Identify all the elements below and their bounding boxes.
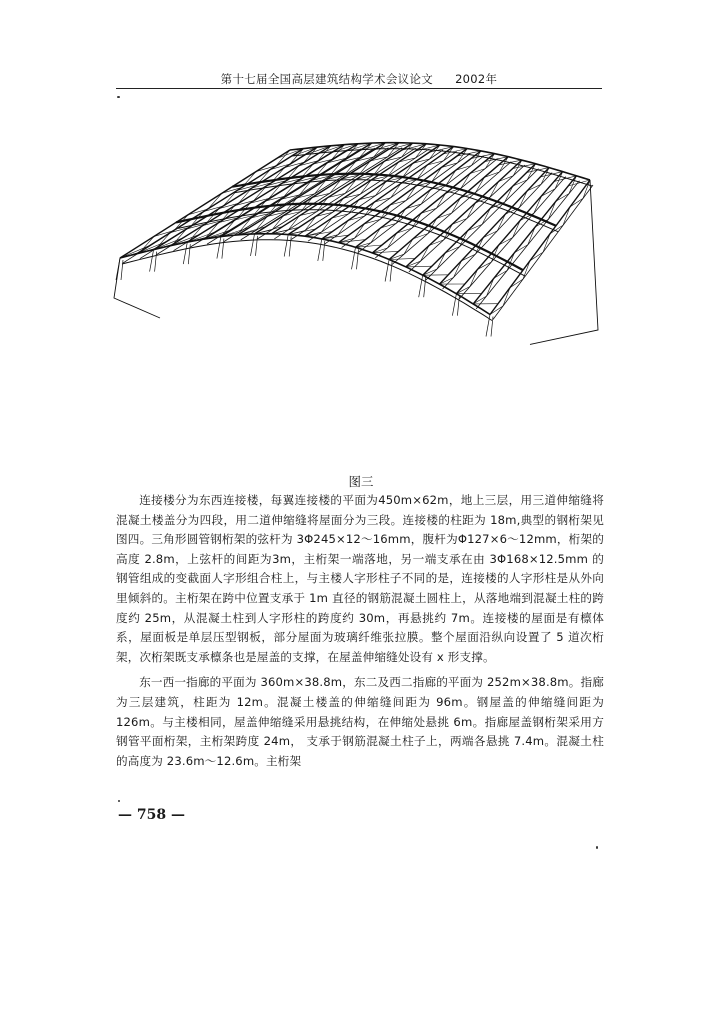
conference-title: 第十七届全国高层建筑结构学术会议论文 [220,72,434,86]
header-year: 2002年 [455,72,498,86]
truss-roof-drawing [100,110,600,470]
paragraph-connector-building: 连接楼分为东西连接楼，每翼连接楼的平面为450m×62m，地上三层，用三道伸缩缝将混凝土楼盖分为四段，用二道伸缩缝将屋面分为三段。连接楼的柱距为 18m,典型的钢桁架见图四。三角形圆管钢桁架的弦杆为 3Φ245×12～16mm，腹杆为Φ127×6～12mm，桁架的高度 2.8m，上弦杆的间距为3m，主桁架一端落地，另一端支承在由 3Φ168×12.5mm 的钢管组成的变截面人字形组合柱上，与主楼人字形柱子不同的是，连接楼的人字形柱是从外向里倾斜的。主桁架在跨中位置支承于 1m 直径的钢筋混凝土圆柱上，从落地端到混凝土柱的跨度约 25m，从混凝土柱到人字形柱的跨度约 30m，再悬挑约 7m。连接楼的屋面是有檩体系，屋面板是单层压型钢板，部分屋面为玻璃纤维张拉膜。整个屋面沿纵向设置了 5 道次桁架，次桁架既支承檩条也是屋盖的支撑，在屋盖伸缩缝处设有 x 形支撑。 [116,493,604,664]
truss-roof-figure [100,110,600,470]
scan-speck [596,846,598,849]
body-text [116,491,604,777]
header-text [116,71,602,87]
running-header [116,70,602,89]
paragraph-concourse: 东一西一指廊的平面为 360m×38.8m，东二及西二指廊的平面为 252m×38.8m。指廊为三层建筑，柱距为 12m。混凝土楼盖的伸缩缝间距为 96m。钢屋盖的伸缩缝间距为 126m。与主楼相同，屋盖伸缩缝采用悬挑结构，在伸缩处悬挑 6m。指廊屋盖钢桁架采用方钢管平面桁架，主桁架跨度 24m， 支承于钢筋混凝土柱子上，两端各悬挑 7.4m。混凝土柱的高度为 23.6m～12.6m。主桁架 [116,675,604,768]
page-number: — 758 — [118,807,185,823]
scan-speck [118,800,120,802]
figure-caption: 图三 [348,474,374,489]
scan-speck [117,96,120,98]
